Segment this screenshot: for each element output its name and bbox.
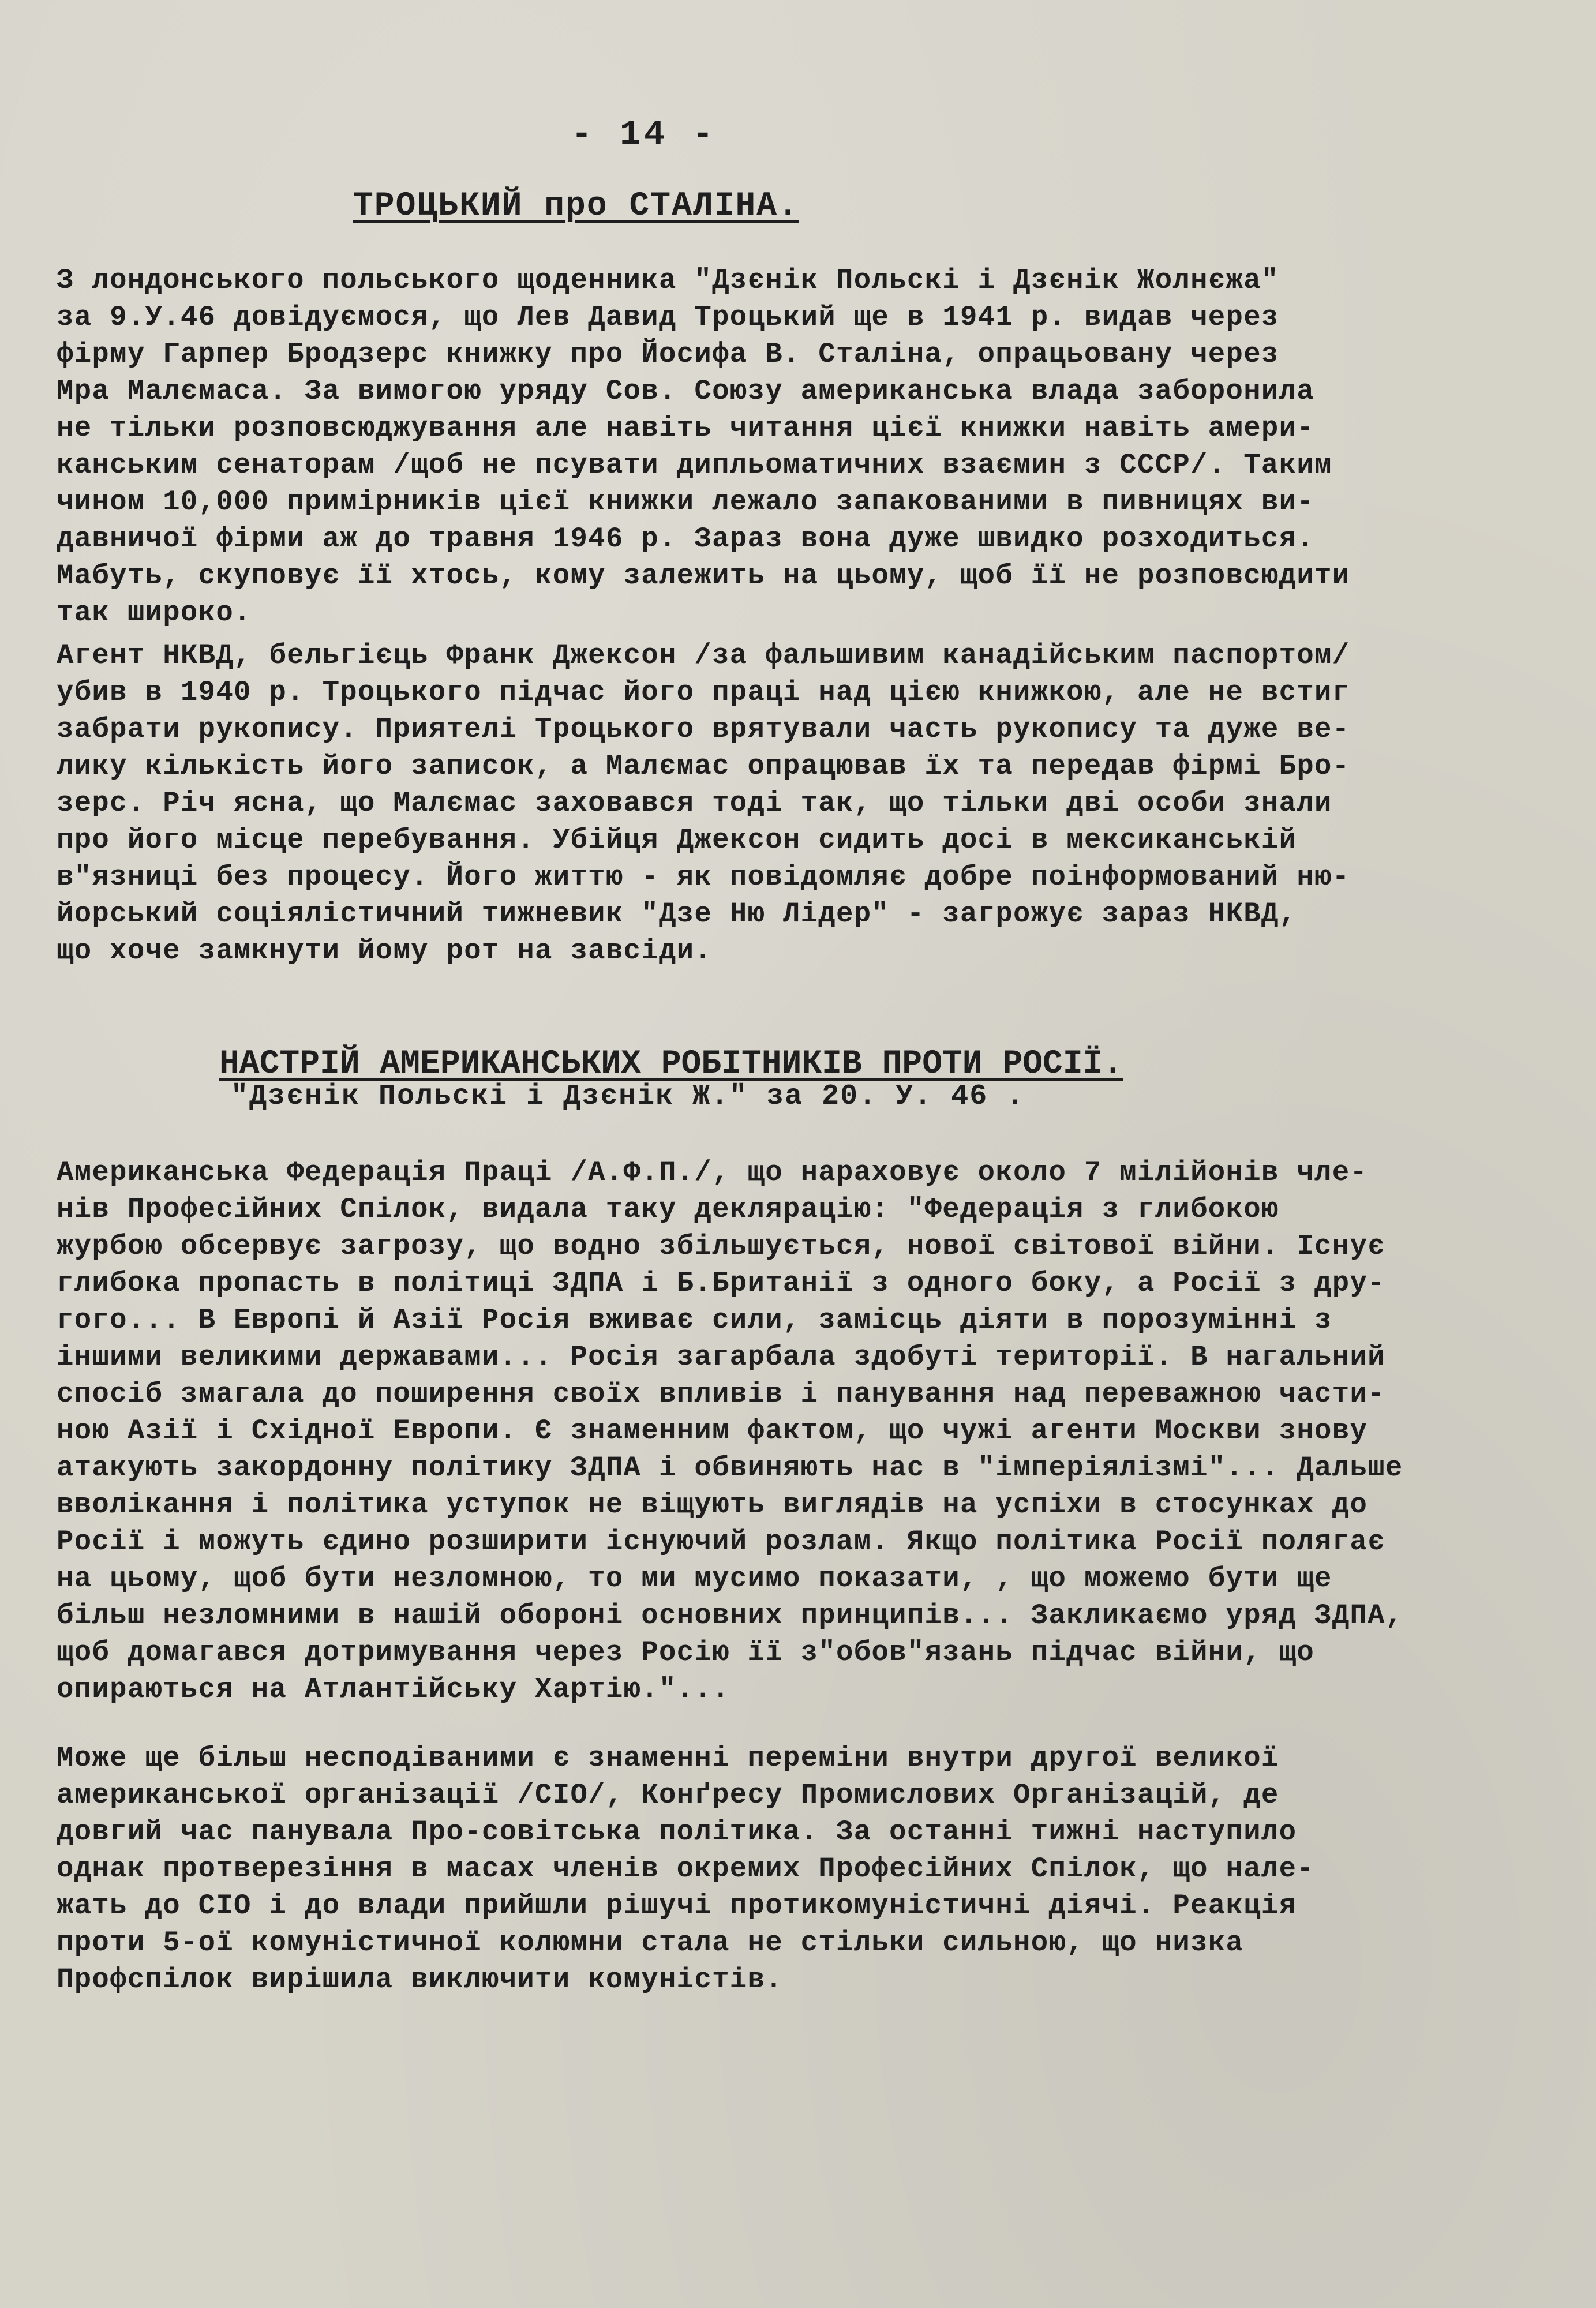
text-line: йорський соціялістичний тижневик "Дзе Ню Лідер" - загрожує зараз НКВД,	[57, 898, 1297, 930]
text-line: так широко.	[57, 597, 252, 629]
text-line: більш незломними в нашій обороні основних принципів... Закликаємо уряд ЗДПА,	[57, 1599, 1403, 1632]
text-line: канським сенаторам /щоб не псувати дипльоматичних взаємин з СССР/. Таким	[57, 449, 1332, 481]
text-line: в"язниці без процесу. Його життю - як повідомляє добре поінформований ню-	[57, 861, 1350, 893]
article-1-paragraph-2	[57, 637, 1557, 969]
text-line: гого... В Европі й Азії Росія вживає сили, замісць діяти в порозумінні з	[57, 1304, 1332, 1336]
text-line: проти 5-ої комуністичної колюмни стала не стільки сильною, що низка	[57, 1927, 1244, 1959]
text-line: зерс. Річ ясна, що Малємас заховався тоді так, що тільки дві особи знали	[57, 787, 1332, 819]
text-line: забрати рукопису. Приятелі Троцького врятували часть рукопису та дуже ве-	[57, 713, 1350, 745]
text-line: ною Азії і Східної Европи. Є знаменним фактом, що чужі агенти Москви знову	[57, 1415, 1368, 1447]
text-line: не тільки розповсюджування але навіть читання цієї книжки навіть амери-	[57, 412, 1315, 444]
text-line: американської організації /СІО/, Конґресу Промислових Організацій, де	[57, 1779, 1279, 1811]
text-line: вволікання і політика уступок не віщують виглядів на успіхи в стосунках до	[57, 1489, 1368, 1521]
text-line: однак протверезіння в масах членів окремих Професійних Спілок, що нале-	[57, 1853, 1315, 1885]
article-1-title: ТРОЦЬКИЙ про СТАЛІНА.	[353, 188, 799, 225]
text-line: давничої фірми аж до травня 1946 р. Зараз вона дуже швидко розходиться.	[57, 523, 1315, 555]
article-2-source-subtitle: "Дзєнік Польскі і Дзєнік Ж." за 20. У. 46 .	[231, 1080, 1025, 1113]
text-line: лику кількість його записок, а Малємас опрацював їх та передав фірмі Бро-	[57, 750, 1350, 782]
text-line: чином 10,000 примірників цієї книжки лежало запакованими в пивницях ви-	[57, 486, 1315, 518]
text-line: З лондонського польського щоденника "Дзєнік Польскі і Дзєнік Жолнєжа"	[57, 264, 1279, 297]
text-line: щоб домагався дотримування через Росію її з"обов"язань підчас війни, що	[57, 1636, 1315, 1669]
text-line: спосіб змагала до поширення своїх впливів і панування над переважною части-	[57, 1378, 1385, 1410]
text-line: Профспілок вирішила виключити комуністів.	[57, 1964, 783, 1996]
text-line: атакують закордонну політику ЗДПА і обвиняють нас в "імперіялізмі"... Дальше	[57, 1452, 1403, 1484]
text-line: опираються на Атлантійську Хартію."...	[57, 1673, 730, 1706]
text-line: журбою обсервує загрозу, що водно збільшується, нової світової війни. Існує	[57, 1230, 1385, 1262]
text-line: Росії і можуть єдино розширити існуючий розлам. Якщо політика Росії полягає	[57, 1526, 1385, 1558]
text-line: довгий час панувала Про-совітська політика. За останні тижні наступило	[57, 1816, 1297, 1848]
text-line: убив в 1940 р. Троцького підчас його праці над цією книжкою, але не встиг	[57, 676, 1350, 709]
article-2-paragraph-1	[57, 1154, 1557, 1708]
text-line: Мра Малємаса. За вимогою уряду Сов. Союзу американська влада заборонила	[57, 375, 1315, 407]
text-line: фірму Гарпер Бродзерс книжку про Йосифа В. Сталіна, опрацьовану через	[57, 338, 1279, 370]
text-line: Агент НКВД, бельгієць Франк Джексон /за фальшивим канадійським паспортом/	[57, 639, 1350, 672]
article-2-paragraph-2	[57, 1740, 1557, 1998]
text-line: жать до СІО і до влади прийшли рішучі протикомуністичні діячі. Реакція	[57, 1890, 1297, 1922]
page-number: - 14 -	[571, 115, 717, 155]
text-line: нів Професійних Спілок, видала таку деклярацію: "Федерація з глибокою	[57, 1193, 1279, 1226]
text-line: Американська Федерація Праці /А.Ф.П./, що нараховує около 7 мілійонів чле-	[57, 1156, 1368, 1189]
text-line: Може ще більш несподіваними є знаменні переміни внутри другої великої	[57, 1742, 1279, 1774]
article-1-paragraph-1	[57, 262, 1557, 631]
text-line: на цьому, щоб бути незломною, то ми мусимо показати, , що можемо бути ще	[57, 1563, 1332, 1595]
text-line: іншими великими державами... Росія загарбала здобуті території. В нагальний	[57, 1341, 1385, 1373]
text-line: Мабуть, скуповує її хтось, кому залежить на цьому, щоб її не розповсюдити	[57, 560, 1350, 592]
text-line: за 9.У.46 довідуємося, що Лев Давид Троцький ще в 1941 р. видав через	[57, 301, 1279, 334]
text-line: глибока пропасть в політиці ЗДПА і Б.Британії з одного боку, а Росії з дру-	[57, 1267, 1385, 1299]
text-line: що хоче замкнути йому рот на завсіди.	[57, 935, 713, 967]
article-2-title: НАСТРІЙ АМЕРИКАНСЬКИХ РОБІТНИКІВ ПРОТИ РОСІЇ.	[219, 1046, 1123, 1083]
text-line: про його місце перебування. Убійця Джексон сидить досі в мексиканській	[57, 824, 1297, 856]
